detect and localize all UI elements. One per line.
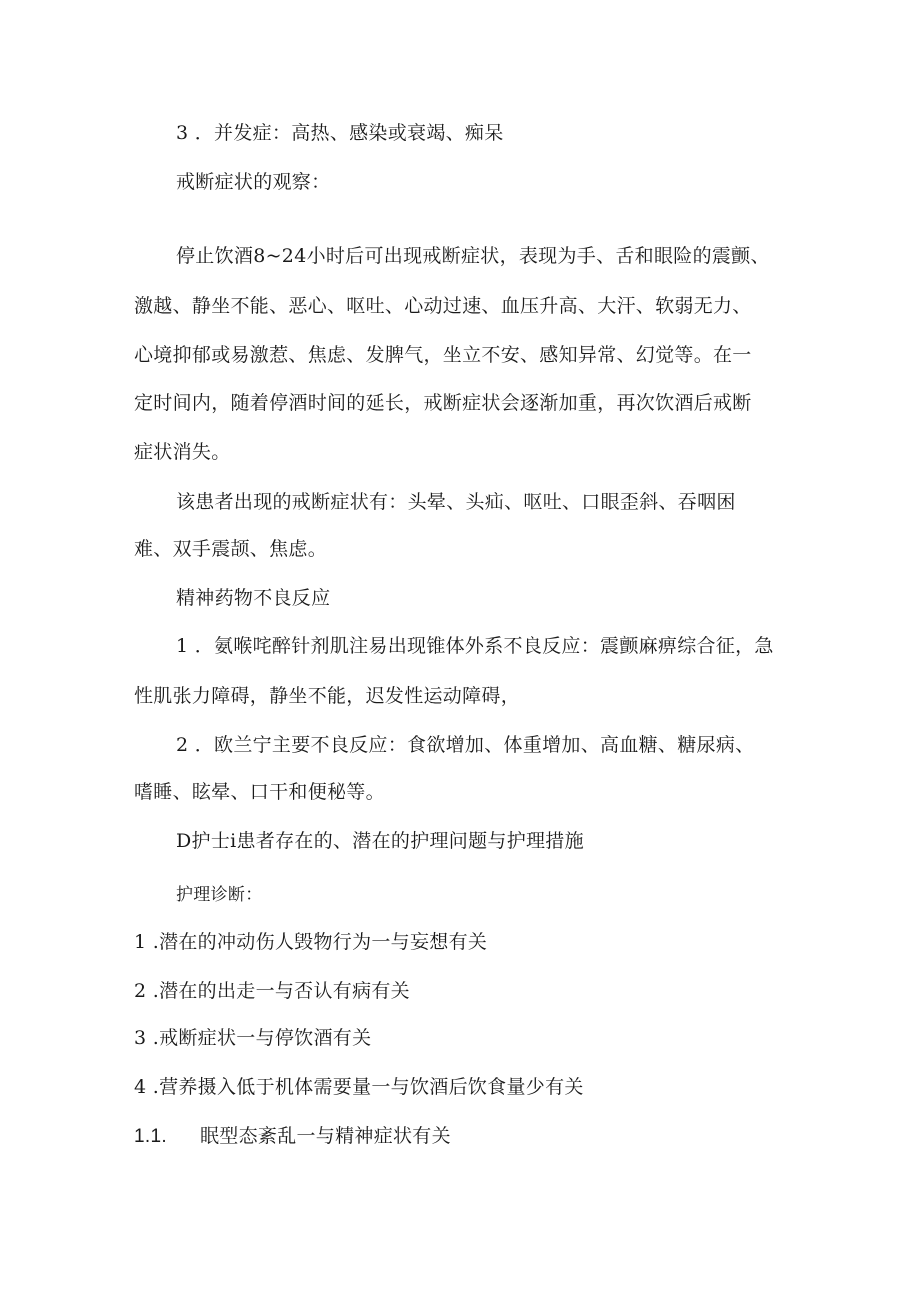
- paragraph-line: 症状消失。: [134, 441, 231, 463]
- diagnosis-item: 3 .戒断症状一与停饮酒有关: [134, 1027, 372, 1049]
- diagnosis-item: [134, 1124, 451, 1149]
- nursing-problems-heading: D护士i患者存在的、潜在的护理问题与护理措施: [176, 830, 584, 852]
- nursing-diagnosis-heading: 护理诊断：: [176, 885, 263, 904]
- drug-adverse-reaction-heading: 精神药物不良反应: [176, 587, 331, 609]
- item-text: 眠型态紊乱一与精神症状有关: [200, 1125, 451, 1147]
- paragraph-line: 1 ．氨喉咤醉针剂肌注易出现锥体外系不良反应：震颤麻痹综合征，急: [176, 635, 774, 657]
- paragraph-line: 心境抑郁或易激惹、焦虑、发脾气，坐立不安、感知异常、幻觉等。在一: [134, 344, 752, 366]
- paragraph-line: 定时间内，随着停酒时间的延长，戒断症状会逐渐加重，再次饮酒后戒断: [134, 392, 752, 414]
- paragraph-line: 激越、静坐不能、恶心、呕吐、心动过速、血压升高、大汗、软弱无力、: [134, 295, 752, 317]
- withdrawal-observation-heading: 戒断症状的观察：: [176, 171, 331, 193]
- paragraph-line: 该患者出现的戒断症状有：头晕、头疝、呕吐、口眼歪斜、吞咽困: [176, 491, 736, 513]
- diagnosis-item: 2 .潜在的出走一与否认有病有关: [134, 980, 410, 1002]
- diagnosis-item: 4 .营养摄入低于机体需要量一与饮酒后饮食量少有关: [134, 1076, 584, 1098]
- paragraph-line: 嗜睡、眩晕、口干和便秘等。: [134, 781, 385, 803]
- item-number: 1.1.: [134, 1126, 167, 1147]
- paragraph-line: 2 ．欧兰宁主要不良反应：食欲增加、体重增加、高血糖、糖尿病、: [176, 734, 755, 756]
- complications-line: 3 ．并发症：高热、感染或衰竭、痴呆: [176, 122, 504, 144]
- diagnosis-item: 1 .潜在的冲动伤人毁物行为一与妄想有关: [134, 931, 488, 953]
- paragraph-line: 难、双手震颉、焦虑。: [134, 538, 328, 560]
- paragraph-line: 停止饮酒8~24小时后可出现戒断症状，表现为手、舌和眼险的震颤、: [176, 245, 770, 267]
- paragraph-line: 性肌张力障碍，静坐不能，迟发性运动障碍，: [134, 685, 521, 707]
